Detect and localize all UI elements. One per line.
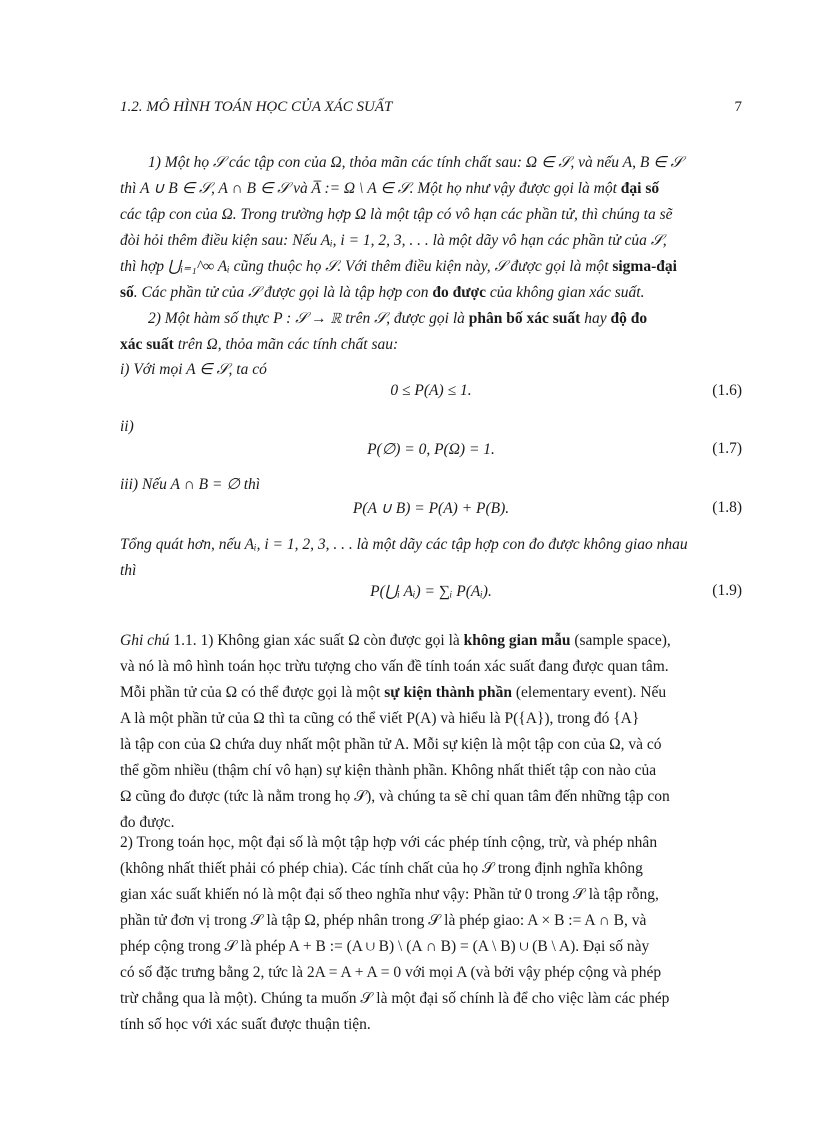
- term-algebra: đại số: [620, 180, 660, 197]
- equation-number: (1.6): [712, 382, 742, 399]
- para2-line: xác suất trên Ω, thỏa mãn các tính chất sau:: [120, 336, 399, 353]
- equation-1-8: [120, 499, 742, 525]
- equation-1-9: [120, 582, 742, 608]
- generalization-line: Tổng quát hơn, nếu Aᵢ, i = 1, 2, 3, . . . là một dãy các tập hợp con đo được không giao nhau: [120, 536, 688, 553]
- equation-formula: P(A ∪ B) = P(A) + P(B).: [352, 500, 510, 517]
- section-title: 1.2. MÔ HÌNH TOÁN HỌC CỦA XÁC SUẤT: [120, 99, 393, 115]
- axiom-iii: iii) Nếu A ∩ B = ∅ thì: [120, 476, 261, 493]
- term-probability: xác suất: [120, 336, 174, 353]
- note-line: A là một phần tử của Ω thì ta cũng có thể viết P(A) và hiểu là P({A}), trong đó {A}: [120, 710, 640, 727]
- axiom-ii: ii): [120, 418, 134, 435]
- note-line: và nó là mô hình toán học trừu tượng cho vấn đề tính toán xác suất đang được quan tâm.: [120, 658, 669, 675]
- para1-line: số. Các phần tử của 𝒮 được gọi là là tập hợp con đo được của không gian xác suất.: [120, 284, 645, 301]
- term-measure: độ đo: [610, 310, 648, 327]
- note-line: đo được.: [120, 814, 175, 831]
- note-p2-line: gian xác suất khiến nó là một đại số theo nghĩa như vậy: Phần tử 0 trong 𝒮 là tập rỗng,: [120, 886, 659, 903]
- term-so: số: [120, 284, 134, 301]
- note-p2-line: phần tử đơn vị trong 𝒮 là tập Ω, phép nhân trong 𝒮 là phép giao: A × B := A ∩ B, và: [120, 912, 647, 929]
- page-number: 7: [734, 99, 742, 115]
- term-probability-distribution: phân bố xác suất: [468, 310, 581, 327]
- equation-1-7: [120, 440, 742, 466]
- note-label: Ghi chú: [120, 632, 170, 649]
- equation-formula: P(⋃ᵢ Aᵢ) = ∑ᵢ P(Aᵢ).: [370, 583, 492, 600]
- running-header: [120, 99, 742, 116]
- note-line: là tập con của Ω chứa duy nhất một phần tử A. Mỗi sự kiện là một tập con của Ω, và có: [120, 736, 662, 753]
- note-line: thể gồm nhiều (thậm chí vô hạn) sự kiện thành phần. Không nhất thiết tập con nào của: [120, 762, 657, 779]
- note-line: Ω cũng đo được (tức là nằm trong họ 𝒮), và chúng ta sẽ chỉ quan tâm đến những tập con: [120, 788, 670, 805]
- para1-line: các tập con của Ω. Trong trường hợp Ω là một tập có vô hạn các phần tử, thì chúng ta sẽ: [120, 206, 673, 223]
- note-p2-line: phép cộng trong 𝒮 là phép A + B := (A ∪ B) \ (A ∩ B) = (A \ B) ∪ (B \ A). Đại số này: [120, 938, 650, 955]
- term-elementary-event: sự kiện thành phần: [384, 684, 513, 701]
- term-sample-space: không gian mẫu: [463, 632, 571, 649]
- term-measurable: đo được: [432, 284, 487, 301]
- equation-formula: 0 ≤ P(A) ≤ 1.: [390, 382, 472, 399]
- equation-number: (1.7): [712, 440, 742, 457]
- para1-line: 1) Một họ 𝒮 các tập con của Ω, thỏa mãn các tính chất sau: Ω ∈ 𝒮, và nếu A, B ∈ 𝒮: [148, 154, 683, 171]
- equation-formula: P(∅) = 0, P(Ω) = 1.: [367, 441, 495, 458]
- generalization-line: thì: [120, 562, 137, 579]
- note-p2-line: 2) Trong toán học, một đại số là một tập hợp với các phép tính cộng, trừ, và phép nhân: [120, 834, 658, 851]
- note-p2-line: (không nhất thiết phải có phép chia). Các tính chất của họ 𝒮 trong định nghĩa không: [120, 860, 643, 877]
- para1-line: thì A ∪ B ∈ 𝒮, A ∩ B ∈ 𝒮 và A̅ := Ω \ A ∈ 𝒮. Một họ như vậy được gọi là một đại số: [120, 180, 660, 197]
- equation-number: (1.8): [712, 499, 742, 516]
- note-p2-line: trừ chẳng qua là một). Chúng ta muốn 𝒮 là một đại số chính là để cho việc làm các phép: [120, 990, 670, 1007]
- equation-number: (1.9): [712, 582, 742, 599]
- axiom-i: i) Với mọi A ∈ 𝒮, ta có: [120, 361, 267, 378]
- para2-line: 2) Một hàm số thực P : 𝒮 → ℝ trên 𝒮, được gọi là phân bố xác suất hay độ đo: [148, 310, 648, 327]
- para1-line: đòi hỏi thêm điều kiện sau: Nếu Aᵢ, i = 1, 2, 3, . . . là một dãy vô hạn các phần tử của 𝒮,: [120, 232, 667, 249]
- note-line: Mỗi phần tử của Ω có thể được gọi là một sự kiện thành phần (elementary event). Nếu: [120, 684, 667, 701]
- note-line: Ghi chú 1.1. 1) Không gian xác suất Ω còn được gọi là không gian mẫu (sample space),: [120, 632, 671, 649]
- note-p2-line: có số đặc trưng bằng 2, tức là 2A = A + A = 0 với mọi A (và bởi vậy phép cộng và phép: [120, 964, 662, 981]
- term-sigma-algebra: sigma-đại: [612, 258, 677, 275]
- note-p2-line: tính số học với xác suất được thuận tiện.: [120, 1016, 371, 1033]
- para1-line: thì hợp ⋃ᵢ₌₁^∞ Aᵢ cũng thuộc họ 𝒮. Với thêm điều kiện này, 𝒮 được gọi là một sigma-đại: [120, 258, 677, 275]
- equation-1-6: [120, 382, 742, 408]
